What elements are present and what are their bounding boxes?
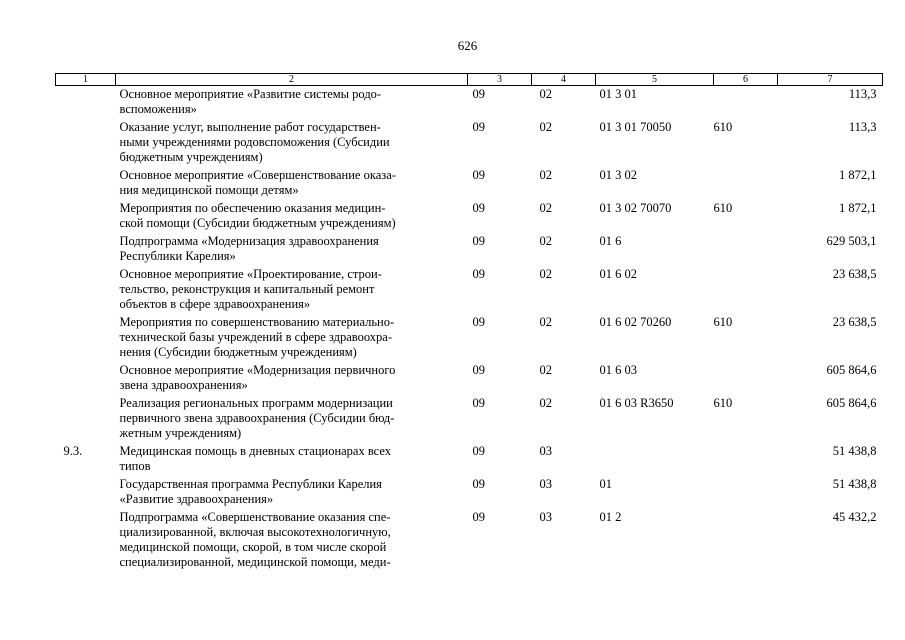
amount-cell: 113,3 — [848, 120, 877, 134]
subsection-code-cell: 03 — [539, 510, 552, 524]
row-name-line: Основное мероприятие «Совершенствование оказа- — [119, 168, 396, 182]
row-name-line: Государственная программа Республики Карелия — [119, 477, 382, 491]
section-code-cell: 09 — [472, 315, 485, 329]
row-name-line: специализированной, медицинской помощи, меди- — [119, 555, 391, 569]
row-name-line: объектов в сфере здравоохранения» — [119, 297, 311, 311]
row-name-line: Оказание услуг, выполнение работ государствен- — [119, 120, 381, 134]
subsection-code-cell: 02 — [539, 168, 552, 182]
expense-type-cell — [714, 86, 778, 120]
row-number-cell — [56, 395, 116, 443]
amount-cell: 629 503,1 — [826, 234, 877, 248]
amount-cell: 1 872,1 — [839, 201, 877, 215]
table-row — [56, 86, 883, 120]
budget-table — [55, 73, 883, 572]
row-name-line: нения (Субсидии бюджетным учреждениям) — [119, 345, 357, 359]
row-name-line: «Развитие здравоохранения» — [119, 492, 274, 506]
row-name-line: Подпрограмма «Модернизация здравоохранения — [119, 234, 379, 248]
section-code-cell: 09 — [472, 444, 485, 458]
row-name-cell — [116, 362, 468, 395]
table-row — [56, 395, 883, 443]
row-name-cell — [116, 86, 468, 120]
row-name-line: тельство, реконструкция и капитальный ремонт — [119, 282, 375, 296]
section-code-cell: 09 — [472, 510, 485, 524]
expense-type-cell — [714, 362, 778, 395]
header-row — [56, 74, 883, 86]
row-number-cell — [56, 362, 116, 395]
column-header-7: 7 — [778, 74, 883, 86]
target-article-cell: 01 3 02 — [599, 168, 637, 182]
row-name-cell — [116, 200, 468, 233]
row-name-line: вспоможения» — [119, 102, 197, 116]
row-name-cell — [116, 395, 468, 443]
row-name-line: Основное мероприятие «Развитие системы родо- — [119, 87, 382, 101]
amount-cell: 51 438,8 — [832, 477, 877, 491]
target-article-cell: 01 6 — [599, 234, 622, 248]
section-code-cell: 09 — [472, 477, 485, 491]
target-article-cell: 01 3 02 70070 — [599, 201, 672, 215]
subsection-code-cell: 02 — [539, 396, 552, 410]
section-code-cell: 09 — [472, 363, 485, 377]
amount-cell: 23 638,5 — [832, 315, 877, 329]
section-code-cell: 09 — [472, 168, 485, 182]
section-code-cell: 09 — [472, 396, 485, 410]
row-name-line: жетным учреждениям) — [119, 426, 242, 440]
row-number-cell — [56, 86, 116, 120]
subsection-code-cell: 02 — [539, 363, 552, 377]
subsection-code-cell: 02 — [539, 267, 552, 281]
column-header-3: 3 — [468, 74, 532, 86]
subsection-code-cell: 03 — [539, 477, 552, 491]
amount-cell: 605 864,6 — [826, 396, 877, 410]
row-name-line: технической базы учреждений в сфере здравоохра- — [119, 330, 392, 344]
target-article-cell: 01 6 02 — [599, 267, 637, 281]
row-number-cell — [56, 509, 116, 572]
row-number-cell: 9.3. — [63, 444, 83, 458]
row-name-cell — [116, 119, 468, 167]
target-article-cell: 01 2 — [599, 510, 622, 524]
table-row — [56, 233, 883, 266]
row-name-line: ской помощи (Субсидии бюджетным учреждениям) — [119, 216, 396, 230]
row-name-line: ными учреждениями родовспоможения (Субсидии — [119, 135, 390, 149]
expense-type-cell — [714, 167, 778, 200]
row-name-cell — [116, 314, 468, 362]
row-name-line: типов — [119, 459, 151, 473]
row-name-line: звена здравоохранения» — [119, 378, 248, 392]
table-row — [56, 200, 883, 233]
row-name-cell — [116, 266, 468, 314]
expense-type-cell: 610 — [713, 315, 733, 329]
table-row — [56, 119, 883, 167]
column-header-4: 4 — [532, 74, 596, 86]
row-name-line: Основное мероприятие «Проектирование, строи- — [119, 267, 382, 281]
subsection-code-cell: 02 — [539, 201, 552, 215]
target-article-cell: 01 3 01 70050 — [599, 120, 672, 134]
table-row — [56, 266, 883, 314]
row-name-line: бюджетным учреждениям) — [119, 150, 263, 164]
row-name-line: циализированной, включая высокотехнологичную, — [119, 525, 391, 539]
row-name-cell — [116, 167, 468, 200]
table-row — [56, 443, 883, 476]
expense-type-cell: 610 — [713, 396, 733, 410]
row-number-cell — [56, 266, 116, 314]
target-article-cell: 01 3 01 — [599, 87, 637, 101]
table-row — [56, 509, 883, 572]
row-name-cell — [116, 443, 468, 476]
table-body — [56, 86, 883, 573]
target-article-cell: 01 6 03 R3650 — [599, 396, 674, 410]
table-row — [56, 362, 883, 395]
subsection-code-cell: 02 — [539, 120, 552, 134]
expense-type-cell — [714, 233, 778, 266]
amount-cell: 23 638,5 — [832, 267, 877, 281]
row-name-line: Мероприятия по совершенствованию материально- — [119, 315, 395, 329]
row-name-line: Основное мероприятие «Модернизация первичного — [119, 363, 396, 377]
amount-cell: 45 432,2 — [832, 510, 877, 524]
expense-type-cell — [714, 266, 778, 314]
row-number-cell — [56, 167, 116, 200]
table-row — [56, 476, 883, 509]
row-name-line: медицинской помощи, скорой, в том числе скорой — [119, 540, 387, 554]
amount-cell: 113,3 — [848, 87, 877, 101]
target-article-cell: 01 6 03 — [599, 363, 637, 377]
row-number-cell — [56, 200, 116, 233]
row-name-cell — [116, 476, 468, 509]
row-name-line: ния медицинской помощи детям» — [119, 183, 299, 197]
row-name-line: Медицинская помощь в дневных стационарах всех — [119, 444, 392, 458]
column-header-6: 6 — [714, 74, 778, 86]
expense-type-cell — [714, 443, 778, 476]
column-header-5: 5 — [596, 74, 714, 86]
row-number-cell — [56, 314, 116, 362]
expense-type-cell — [714, 509, 778, 572]
subsection-code-cell: 03 — [539, 444, 552, 458]
table-row — [56, 314, 883, 362]
amount-cell: 1 872,1 — [839, 168, 877, 182]
row-number-cell — [56, 476, 116, 509]
subsection-code-cell: 02 — [539, 315, 552, 329]
target-article-cell — [596, 443, 714, 476]
row-name-line: Республики Карелия» — [119, 249, 236, 263]
amount-cell: 51 438,8 — [832, 444, 877, 458]
table-row — [56, 167, 883, 200]
subsection-code-cell: 02 — [539, 234, 552, 248]
amount-cell: 605 864,6 — [826, 363, 877, 377]
section-code-cell: 09 — [472, 234, 485, 248]
section-code-cell: 09 — [472, 201, 485, 215]
section-code-cell: 09 — [472, 267, 485, 281]
target-article-cell: 01 — [599, 477, 612, 491]
row-name-line: первичного звена здравоохранения (Субсидии бюд- — [119, 411, 395, 425]
row-name-cell — [116, 233, 468, 266]
target-article-cell: 01 6 02 70260 — [599, 315, 672, 329]
row-name-line: Реализация региональных программ модернизации — [119, 396, 393, 410]
row-number-cell — [56, 233, 116, 266]
row-name-line: Мероприятия по обеспечению оказания медицин- — [119, 201, 386, 215]
row-name-line: Подпрограмма «Совершенствование оказания спе- — [119, 510, 391, 524]
expense-type-cell: 610 — [713, 201, 733, 215]
expense-type-cell — [714, 476, 778, 509]
column-header-1: 1 — [56, 74, 116, 86]
row-number-cell — [56, 119, 116, 167]
section-code-cell: 09 — [472, 87, 485, 101]
page-number: 626 — [457, 38, 478, 53]
column-header-2: 2 — [116, 74, 468, 86]
row-name-cell — [116, 509, 468, 572]
expense-type-cell: 610 — [713, 120, 733, 134]
section-code-cell: 09 — [472, 120, 485, 134]
subsection-code-cell: 02 — [539, 87, 552, 101]
